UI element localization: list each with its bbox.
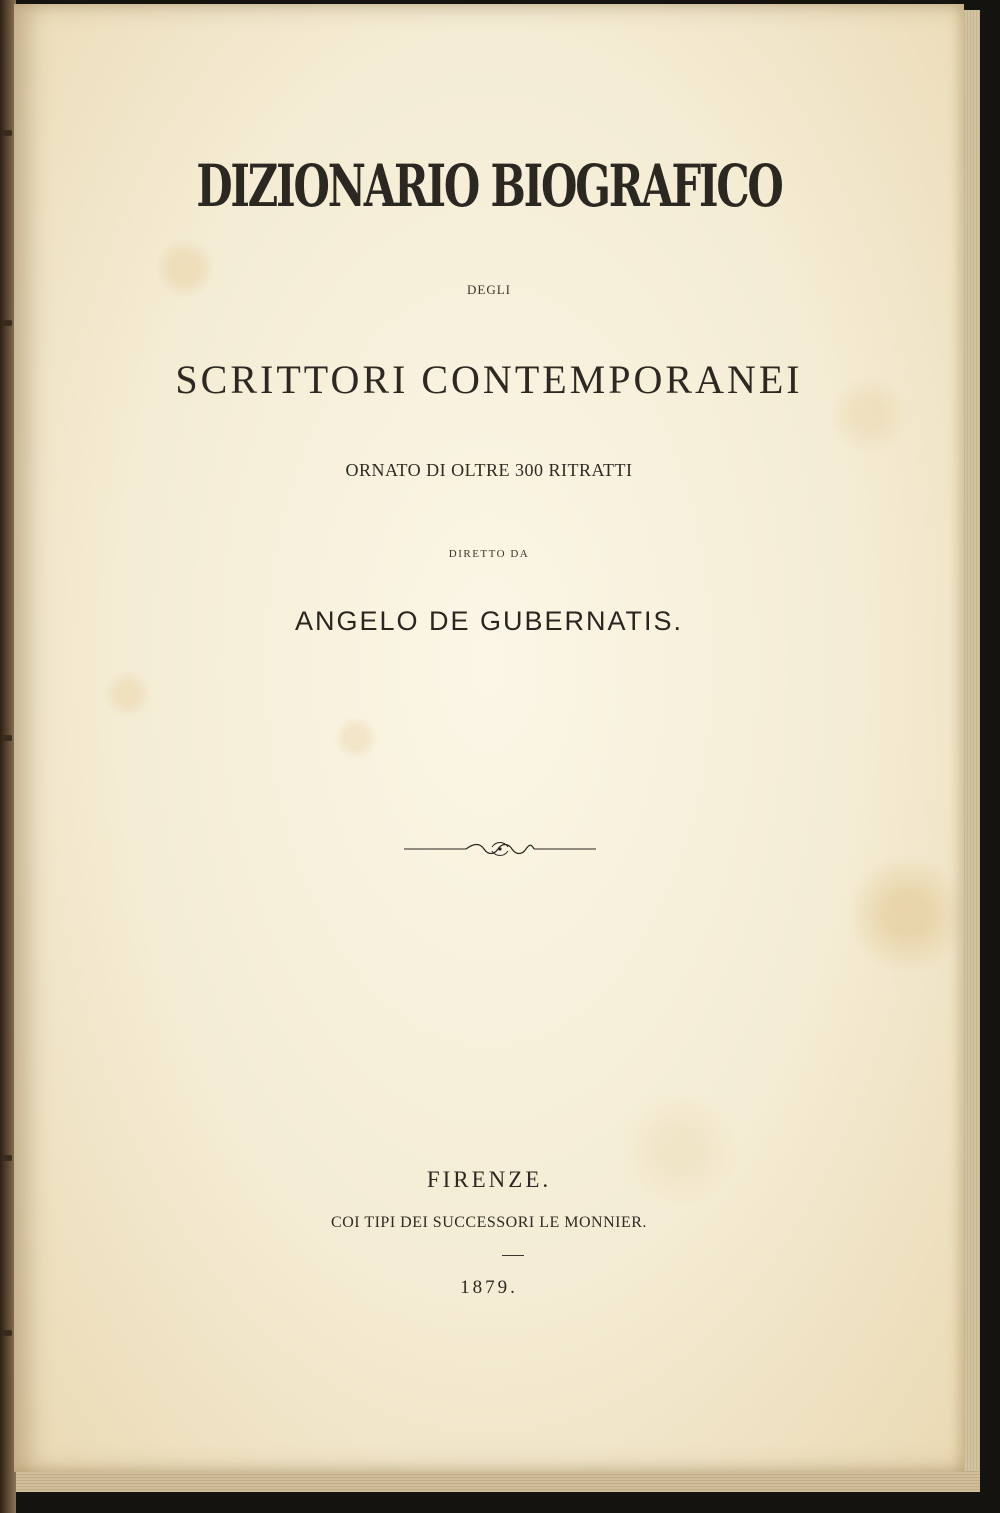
scroll-flourish-divider-icon [404, 837, 596, 861]
binding-stitch [2, 320, 12, 326]
page-block-edge-bottom [16, 1470, 980, 1492]
publication-year: 1879. [460, 1277, 518, 1298]
main-title: DIZIONARIO BIOGRAFICO [196, 152, 782, 220]
title-page [14, 4, 964, 1472]
directed-by-label: DIRETTO DA [448, 548, 530, 560]
title-connector: DEGLI [467, 282, 511, 297]
binding-stitch [2, 1155, 12, 1161]
short-rule-divider [502, 1255, 524, 1256]
binding-stitch [2, 1330, 12, 1336]
publication-place: FIRENZE. [426, 1167, 552, 1192]
binding-stitch [2, 130, 12, 136]
subtitle: SCRITTORI CONTEMPORANEI [175, 357, 803, 402]
illustrations-note: ORNATO DI OLTRE 300 RITRATTI [345, 460, 633, 480]
printer-line: COI TIPI DEI SUCCESSORI LE MONNIER. [331, 1214, 647, 1231]
binding-stitch [2, 735, 12, 741]
editor-name: ANGELO DE GUBERNATIS. [294, 606, 684, 636]
